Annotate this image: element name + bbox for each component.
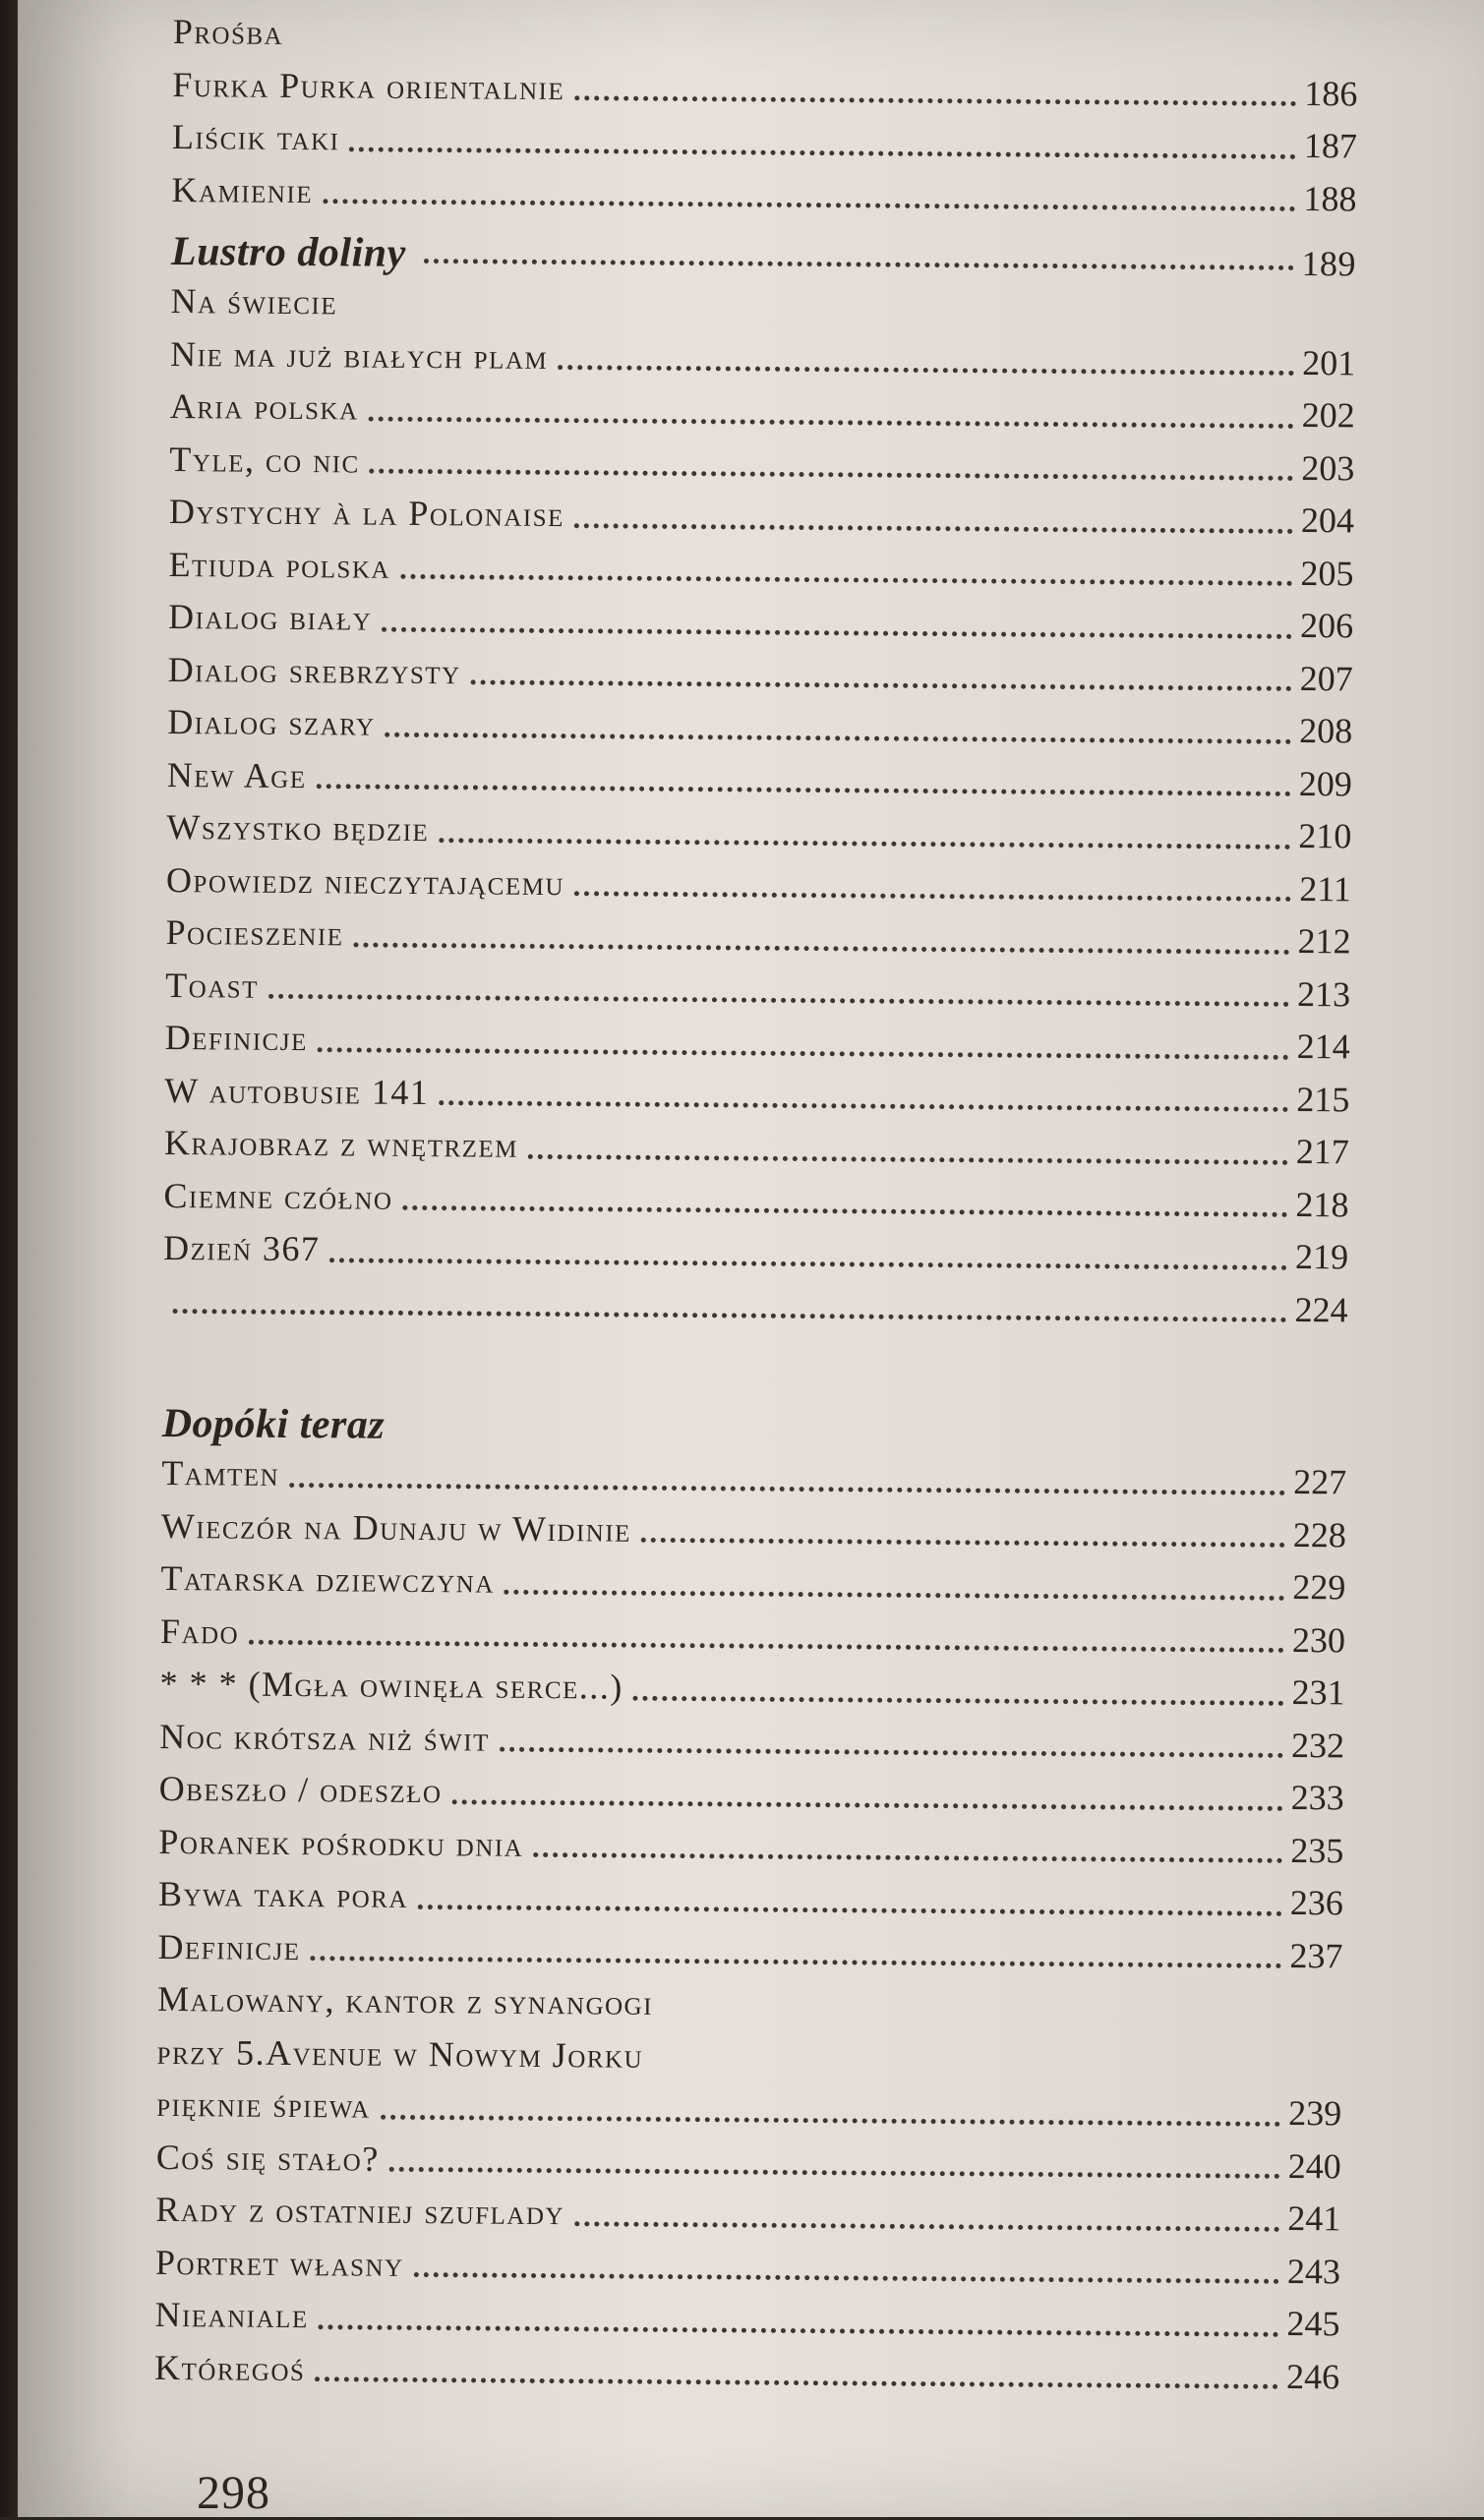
dot-leader [574,523,1293,534]
toc-entry-page-number: 217 [1295,1132,1350,1172]
toc-entry-page-number: 239 [1288,2092,1342,2134]
toc-entry [159,1710,1344,1772]
section-title: Dopóki teraz [161,1400,386,1448]
toc-entry-page-number: 218 [1295,1184,1349,1224]
toc-entry-page-number: 232 [1290,1725,1345,1765]
dot-leader [389,2167,1280,2179]
toc-entry-title: Na świecie [170,280,338,322]
toc-entry-page-number: 241 [1287,2198,1341,2239]
toc-entry-page-number: 215 [1296,1079,1350,1119]
toc-entry [158,1868,1343,1930]
toc-entry [171,163,1356,225]
toc-entry-page-number: 188 [1303,178,1357,218]
toc-entry-title: Ciemne czółno [163,1175,393,1217]
toc-entry-page-number: 228 [1292,1514,1346,1554]
toc-entry [154,2289,1339,2351]
toc-entry-page-number: 204 [1300,500,1355,541]
toc-entry-title: Nieaniale [154,2294,309,2336]
toc-entry [170,275,1355,337]
dot-leader [574,2221,1279,2232]
dot-leader [249,1640,1284,1653]
toc-entry-page-number: 209 [1298,763,1352,803]
dot-leader [400,574,1293,586]
toc-entry-page-number: 229 [1292,1566,1346,1608]
dot-leader [424,259,1294,270]
toc-entry [164,1117,1349,1179]
toc-entry [155,2236,1340,2298]
toc-entry-title: Bywa taka pora [157,1873,409,1915]
toc-entry [156,2131,1341,2193]
toc-entry [157,1920,1342,1982]
toc-entry-title: Tamten [161,1452,280,1494]
toc-entry-title: Noc krótsza niż świt [159,1716,491,1759]
toc-entry-title: Wszystko będzie [166,806,430,850]
toc-entry-page-number: 219 [1294,1237,1349,1277]
toc-entry [154,2341,1339,2403]
dot-leader [439,1100,1288,1112]
toc-entry-title: Pocieszenie [165,911,344,954]
dot-leader [574,891,1291,902]
toc-entry [158,1815,1343,1877]
dot-leader [574,95,1296,106]
toc-entry-title: Tatarska dziewczyna [160,1557,496,1601]
toc-entry-title: Nie ma już białych plam [170,333,549,377]
dot-leader [323,199,1295,211]
toc-entry-page-number: 210 [1298,816,1352,856]
toc-entry [161,1499,1346,1561]
toc-entry [172,111,1357,173]
toc-entry [165,1012,1350,1074]
toc-entry-title: W autobusie 141 [164,1070,430,1112]
toc-entry-title: Któregoś [153,2347,306,2388]
toc-entry [172,58,1357,120]
toc-entry-title: Opowiedz nieczytającemu [165,859,565,903]
toc-entry-title: Definicje [164,1017,308,1059]
toc-entry-title: Malowany, kantor z synangogi [156,1978,654,2022]
toc-entry-title: Tyle, co nic [169,439,360,481]
toc-entry-title: Coś się stało? [155,2137,380,2179]
toc-entry [163,1222,1348,1284]
toc-entry-page-number: 231 [1291,1671,1345,1713]
toc-entry-page-number: 240 [1287,2145,1341,2186]
dot-leader [368,416,1293,428]
toc-entry [173,6,1358,68]
toc-entry [161,1447,1346,1509]
section-page-number: 189 [1301,244,1357,284]
toc-entry [167,643,1352,705]
dot-leader [439,838,1290,850]
dot-leader [315,2376,1278,2389]
toc-entry-title: Dialog srebrzysty [167,649,461,691]
toc-entry [156,2079,1341,2140]
toc-entry [170,381,1355,442]
dot-leader [418,1905,1282,1916]
toc-entry-page-number: 214 [1296,1026,1350,1067]
toc-entry [155,2184,1340,2246]
toc-entry-title: Dzień 367 [162,1227,321,1269]
dot-leader [319,2324,1279,2337]
toc-entry [162,1274,1347,1336]
toc-entry-page-number: 243 [1286,2251,1341,2291]
toc-entry-page-number: 227 [1293,1461,1347,1502]
dot-leader [414,2272,1279,2284]
toc-entry [160,1553,1345,1614]
toc-entry-title: Wieczór na Dunaju w Widinie [160,1505,632,1550]
toc-entry [165,907,1350,968]
toc-entry-page-number: 224 [1294,1289,1348,1329]
toc-entry-title: * * * (Mgła owinęła serce...) [159,1663,624,1707]
toc-entry-page-number: 230 [1291,1619,1346,1660]
toc-entry-title: Portret własny [154,2242,404,2284]
toc-entry-page-number: 213 [1296,973,1351,1014]
toc-group-top [171,6,1358,225]
section-title: Lustro doliny [170,228,406,276]
toc-entry-title: Etiuda polska [168,544,391,586]
toc-entry [164,1064,1349,1126]
dot-leader [633,1695,1284,1705]
toc-entry-page-number: 233 [1290,1777,1344,1818]
toc-entry-title: Liścik taki [171,116,340,158]
toc-entry-page-number: 211 [1299,868,1352,908]
toc-entry-page-number: 205 [1300,553,1354,593]
toc-entry [165,959,1350,1021]
toc-group-section-1 [162,275,1355,1336]
dot-leader [353,942,1289,954]
dot-leader [451,1799,1282,1811]
toc-entry-page-number: 206 [1299,606,1354,646]
dot-leader [528,1153,1288,1164]
toc-entry-title: Definicje [157,1926,301,1967]
toc-entry-page-number: 212 [1297,921,1351,962]
toc-entry-page-number: 187 [1303,126,1358,166]
toc-entry-page-number: 208 [1299,711,1353,751]
dot-leader [289,1482,1285,1494]
toc-entry-page-number: 201 [1302,342,1356,382]
toc-entry-page-number: 186 [1304,73,1358,113]
toc-entry-page-number: 207 [1299,658,1353,698]
page-number-folio: 298 [197,2467,270,2519]
toc-entry [167,748,1352,810]
toc-entry [167,696,1352,758]
toc-entry-title: przy 5.Avenue w Nowym Jorku [156,2031,644,2076]
toc-entry-page-number: 202 [1301,395,1355,436]
dot-leader [329,1258,1287,1270]
dot-leader [471,679,1292,691]
toc-entry-title: Dystychy à la Polonaise [168,491,565,535]
dot-leader [382,626,1292,638]
toc-entry-page-number: 203 [1301,447,1355,488]
toc-entry-title: Prośba [172,11,284,52]
toc-entry [166,853,1351,915]
dot-leader [173,1309,1287,1322]
toc-entry-title: Toast [165,965,260,1006]
dot-leader [381,2114,1281,2126]
dot-leader [386,732,1292,743]
toc-entry [159,1763,1344,1825]
toc-entry [157,1973,1342,2035]
toc-entry [169,486,1354,548]
toc-entry [160,1605,1345,1667]
dot-leader [641,1538,1285,1548]
toc-entry-page-number: 235 [1290,1830,1344,1870]
dot-leader [310,1956,1281,1968]
dot-leader [558,365,1294,376]
toc-entry [168,591,1353,653]
toc-group-section-2 [154,1447,1347,2403]
toc-entry-title: Rady z ostatniej szuflady [155,2189,565,2233]
toc-entry-title: pięknie śpiewa [156,2083,371,2126]
toc-entry-title: Aria polska [169,385,359,428]
toc-entry [168,538,1353,600]
toc-entry-page-number: 245 [1286,2303,1340,2344]
toc-entry-title: Kamienie [171,169,314,210]
toc-entry [170,327,1355,389]
book-page [18,0,1484,2517]
toc-entry-title: Fado [159,1611,240,1652]
toc-entry [156,2025,1341,2087]
toc-entry-title: Krajobraz z wnętrzem [163,1122,519,1165]
toc-entry-title: Furka Purka orientalnie [172,64,565,107]
toc-entry-title: Obeszło / odeszło [158,1768,443,1811]
toc-entry-page-number: 236 [1289,1882,1344,1923]
dot-leader [500,1747,1283,1758]
section-heading [161,1388,1346,1456]
dot-leader [505,1589,1285,1600]
table-of-contents [154,6,1358,2403]
toc-entry [159,1658,1344,1720]
section-heading [171,216,1356,284]
toc-entry-page-number: 237 [1289,1935,1343,1975]
dot-leader [316,784,1290,796]
toc-entry-page-number: 246 [1285,2356,1340,2396]
dot-leader [268,994,1289,1007]
dot-leader [318,1047,1289,1060]
toc-entry-title: New Age [166,754,307,795]
toc-entry [166,801,1351,863]
toc-entry [169,433,1354,495]
dot-leader [370,469,1294,481]
toc-entry [163,1169,1348,1231]
toc-entry-title: Dialog biały [167,596,373,638]
toc-entry-title: Dialog szary [167,701,376,743]
dot-leader [533,1852,1282,1863]
toc-entry-title: Poranek pośrodku dnia [158,1821,524,1864]
dot-leader [349,147,1296,159]
dot-leader [402,1205,1287,1217]
